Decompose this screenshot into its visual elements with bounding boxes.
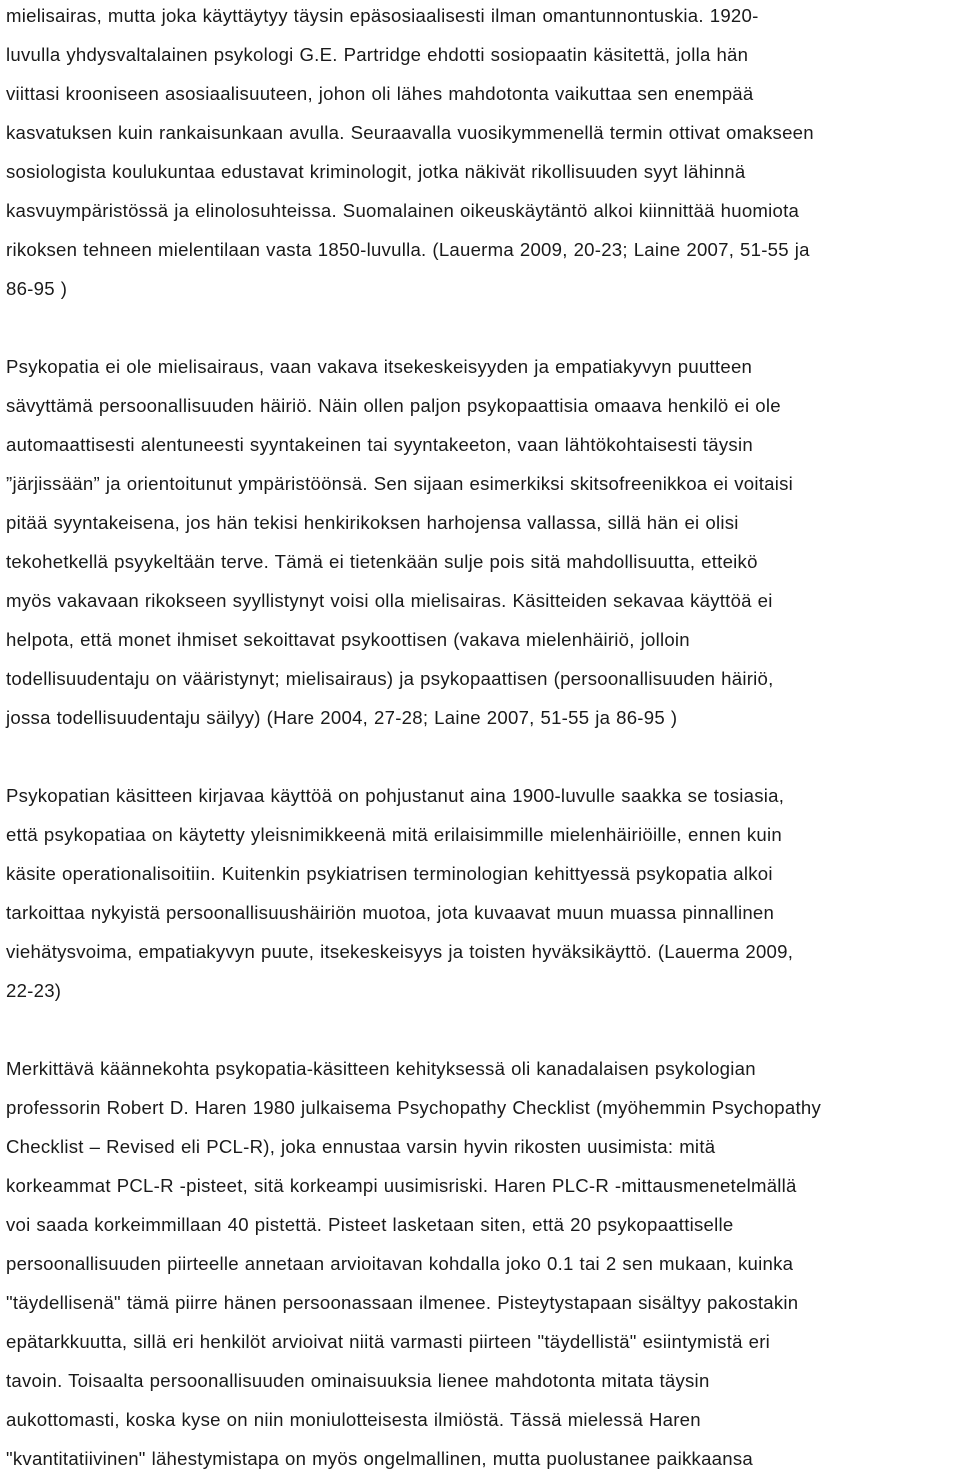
paragraph-concept-usage (6, 776, 956, 1010)
text-line: 86-95 ) (6, 278, 68, 299)
text-line: jossa todellisuudentaju säilyy) (Hare 2004, 27-28; Laine 2007, 51-55 ja 86-95 ) (6, 707, 678, 728)
text-line: voi saada korkeimmillaan 40 pistettä. Pisteet lasketaan siten, että 20 psykopaattiselle (6, 1214, 734, 1235)
paragraph-sociopathy-history (6, 0, 956, 308)
text-line: pitää syyntakeisena, jos hän tekisi henkirikoksen harhojensa vallassa, sillä hän ei olisi (6, 512, 739, 533)
text-line: Psykopatia ei ole mielisairaus, vaan vakava itsekeskeisyyden ja empatiakyvyn puutteen (6, 356, 753, 377)
text-line: kasvuympäristössä ja elinolosuhteissa. Suomalainen oikeuskäytäntö alkoi kiinnittää huomiota (6, 200, 800, 221)
text-line: Merkittävä käännekohta psykopatia-käsitteen kehityksessä oli kanadalaisen psykologian (6, 1058, 756, 1079)
document-page (6, 0, 956, 1478)
text-line: myös vakavaan rikokseen syyllistynyt voisi olla mielisairas. Käsitteiden sekavaa käyttöä ei (6, 590, 773, 611)
text-line: käsite operationalisoitiin. Kuitenkin psykiatrisen terminologian kehittyessä psykopatia alkoi (6, 863, 773, 884)
text-line: 22-23) (6, 980, 62, 1001)
text-line: helpota, että monet ihmiset sekoittavat psykoottisen (vakava mielenhäiriö, jolloin (6, 629, 690, 650)
text-line: todellisuudentaju on vääristynyt; mielisairaus) ja psykopaattisen (persoonallisuuden häiriö, (6, 668, 774, 689)
text-line: että psykopatiaa on käytetty yleisnimikkeenä mitä erilaisimmille mielenhäiriöille, ennen kuin (6, 824, 782, 845)
text-line: tarkoittaa nykyistä persoonallisuushäiriön muotoa, jota kuvaavat muun muassa pinnallinen (6, 902, 775, 923)
text-line: viehätysvoima, empatiakyvyn puute, itsekeskeisyys ja toisten hyväksikäyttö. (Lauerma 2009, (6, 941, 794, 962)
text-line: persoonallisuuden piirteelle annetaan arvioitavan kohdalla joko 0.1 tai 2 sen mukaan, kuinka (6, 1253, 794, 1274)
text-line: kasvatuksen kuin rankaisunkaan avulla. Seuraavalla vuosikymmenellä termin ottivat omakseen (6, 122, 814, 143)
text-line: luvulla yhdysvaltalainen psykologi G.E. Partridge ehdotti sosiopaatin käsitettä, jolla hän (6, 44, 749, 65)
text-line: tekohetkellä psyykeltään terve. Tämä ei tietenkään sulje pois sitä mahdollisuutta, etteikö (6, 551, 758, 572)
text-line: automaattisesti alentuneesti syyntakeinen tai syyntakeeton, vaan lähtökohtaisesti täysin (6, 434, 753, 455)
text-line: professorin Robert D. Haren 1980 julkaisema Psychopathy Checklist (myöhemmin Psychopathy (6, 1097, 822, 1118)
text-line: mielisairas, mutta joka käyttäytyy täysin epäsosiaalisesti ilman omantunnontuskia. 1920- (6, 5, 759, 26)
text-line: korkeammat PCL-R -pisteet, sitä korkeampi uusimisriski. Haren PLC-R -mittausmenetelmällä (6, 1175, 797, 1196)
text-line: "kvantitatiivinen" lähestymistapa on myös ongelmallinen, mutta puolustanee paikkaansa (6, 1448, 753, 1469)
text-line: Checklist – Revised eli PCL-R), joka ennustaa varsin hyvin rikosten uusimista: mitä (6, 1136, 716, 1157)
paragraph-pcl-r-checklist (6, 1049, 956, 1478)
text-line: Psykopatian käsitteen kirjavaa käyttöä on pohjustanut aina 1900-luvulle saakka se tosiasia, (6, 785, 785, 806)
text-line: aukottomasti, koska kyse on niin moniulotteisesta ilmiöstä. Tässä mielessä Haren (6, 1409, 701, 1430)
paragraph-psychopathy-definition (6, 347, 956, 737)
text-line: sosiologista koulukuntaa edustavat kriminologit, jotka näkivät rikollisuuden syyt lähinnä (6, 161, 746, 182)
text-line: viittasi krooniseen asosiaalisuuteen, johon oli lähes mahdotonta vaikuttaa sen enempää (6, 83, 754, 104)
text-line: "täydellisenä" tämä piirre hänen persoonassaan ilmenee. Pisteytystapaan sisältyy pakostakin (6, 1292, 799, 1313)
text-line: tavoin. Toisaalta persoonallisuuden ominaisuuksia lienee mahdotonta mitata täysin (6, 1370, 710, 1391)
text-line: rikoksen tehneen mielentilaan vasta 1850-luvulla. (Lauerma 2009, 20-23; Laine 2007, 51-55 ja (6, 239, 810, 260)
text-line: epätarkkuutta, sillä eri henkilöt arvioivat niitä varmasti piirteen "täydellistä" esiintymistä eri (6, 1331, 771, 1352)
text-line: ”järjissään” ja orientoitunut ympäristöönsä. Sen sijaan esimerkiksi skitsofreenikkoa ei voitaisi (6, 473, 794, 494)
text-line: sävyttämä persoonallisuuden häiriö. Näin ollen paljon psykopaattisia omaava henkilö ei ole (6, 395, 781, 416)
